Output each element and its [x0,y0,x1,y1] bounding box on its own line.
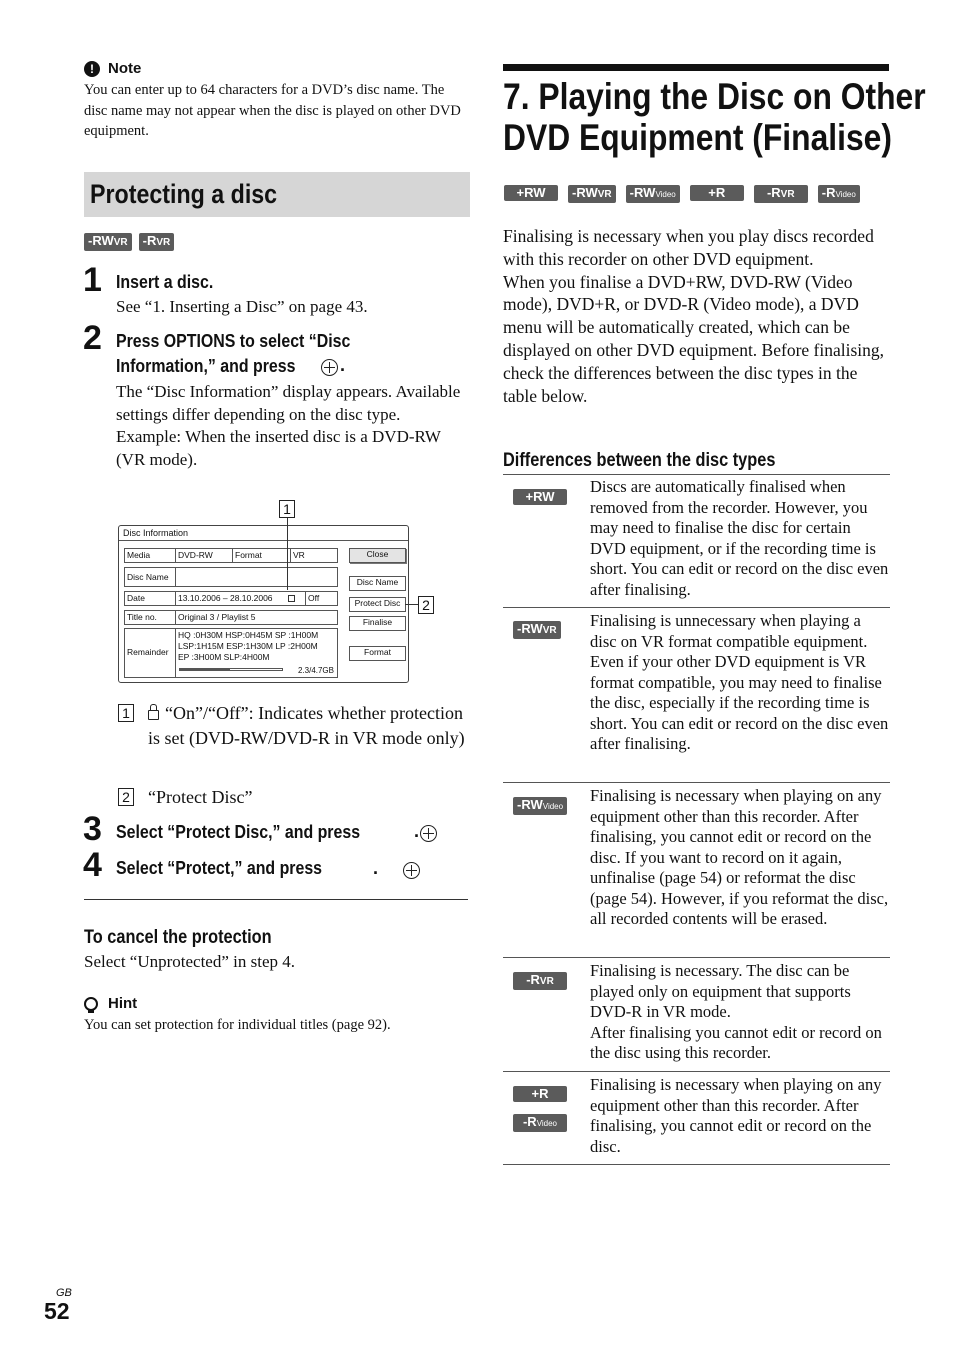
callout-2-leader [405,604,418,605]
step-2-body: The “Disc Information” display appears. Available settings differ depending on the disc type. Example: When the inserted disc is a DVD-RW (VR mode). [116,382,461,469]
enter-button-icon [420,825,437,842]
format-value: VR [290,548,338,563]
remainder-line-3: EP :3H00M SLP:4H00M [178,652,270,662]
remainder-line-1: HQ :0H30M HSP:0H45M SP :1H00M [178,630,319,640]
step-2-title-line2: Information,” and press [116,355,296,376]
finalise-badges [504,184,860,203]
row-badge-plus-r: +R [513,1086,567,1102]
note-heading: Note [108,60,142,77]
protect-heading: Protecting a disc [90,179,278,209]
step-2-title-line2-wrap [116,353,325,378]
step-1-number: 1 [83,261,102,299]
step-4-period: . [373,858,379,878]
callout-1-text: “On”/“Off”: Indicates whether protection is set (DVD-RW/DVD-R in VR mode only) [148,703,465,748]
protect-status: Off [305,591,338,606]
protect-disc-button[interactable]: Protect Disc [349,597,406,612]
lock-icon-cell [282,591,304,606]
diagram-callout-1: 1 [279,500,295,518]
finalise-button[interactable]: Finalise [349,616,406,631]
capacity-bar-fill [180,669,230,670]
format-button[interactable]: Format [349,646,406,661]
hint-heading-row [84,994,137,1014]
cancel-heading: To cancel the protection [84,927,272,948]
step-2-period: . [340,355,346,375]
diagram-callout-2: 2 [418,596,434,614]
hint-heading: Hint [108,995,138,1012]
finalise-intro: Finalising is necessary when you play discs recorded with this recorder on other DVD equipment. When you finalise a DVD+RW, DVD-RW (Video mode), DVD+R, or DVD-R (Video mode), a DVD menu will be automatically created, which can be displayed on other DVD equipment. Before finalising, check the differences between the disc types in the table below. [503,226,885,406]
table-rule [503,1071,890,1072]
media-label: Media [124,548,176,563]
row-text-plus-r-rvideo: Finalising is necessary when playing on any equipment other than this recorder. After finalising, you cannot edit or record on the disc. [590,1075,882,1156]
badge-rwvr: -RWVR [568,185,616,203]
table-rule [503,782,890,783]
title-no-value: Original 3 / Playlist 5 [175,610,338,625]
finalise-heading-line2: DVD Equipment (Finalise) [503,117,892,158]
cancel-text: Select “Unprotected” in step 4. [84,952,296,971]
row-badge-rwvideo: -RWVideo [513,797,567,815]
hint-bulb-icon [84,997,98,1011]
remainder-label: Remainder [124,628,176,678]
finalise-heading-line1: 7. Playing the Disc on Other [503,76,926,117]
badge-plus-rw: +RW [504,185,558,201]
note-section [84,59,469,142]
table-rule-bottom [503,1164,890,1165]
page-number: 52 [44,1298,70,1324]
callout-2-number: 2 [118,788,134,806]
note-text: You can enter up to 64 characters for a DVD’s disc name. The disc name may not appear when the disc is played on other DVD equipment. [84,82,461,139]
padlock-icon [148,710,159,720]
capacity-bar [179,668,283,671]
remainder-values [175,628,338,678]
close-button[interactable]: Close [349,548,406,563]
protect-badges [84,232,174,251]
disc-info-screen [118,525,409,683]
table-rule [503,607,890,608]
row-text-plus-rw: Discs are automatically finalised when removed from the recorder. However, you may need to finalise the disc for certain DVD equipment, or if the recording time is short. You can edit or record on the disc even after finalising. [590,477,889,599]
format-label: Format [232,548,291,563]
row-badge-rvr: -RVR [513,972,567,990]
row-badge-rwvr: -RWVR [513,621,561,639]
step-4-number: 4 [83,846,102,884]
badge-rvr: -RVR [754,185,808,203]
step-3-period: . [414,821,420,841]
step-1-title: Insert a disc. [116,271,214,292]
remainder-line-2: LSP:1H15M ESP:1H30M LP :2H00M [178,641,318,651]
step-2-title-line1: Press OPTIONS to select “Disc [116,330,351,351]
step-4-title: Select “Protect,” and press [116,857,323,878]
step-2-number: 2 [83,319,102,357]
screen-title: Disc Information [123,528,189,538]
row-badge-rvideo: -RVideo [513,1114,567,1132]
table-rule-top [503,474,890,475]
row-text-rvr: Finalising is necessary. The disc can be played only on equipment that supports DVD-R in VR mode. After finalising you cannot edit or record on the disc using this recorder. [590,961,882,1062]
row-text-rwvideo: Finalising is necessary when playing on any equipment other than this recorder. After finalising, you cannot edit or record on the disc. If you want to record on it again, unfinalise (page 54) or reformat the disc (page 54). However, if you reformat the disc, all recorded contents will be erased. [590,786,889,928]
hint-text: You can set protection for individual titles (page 92). [84,1017,391,1033]
footer-region: GB [56,1287,72,1299]
badge-rwvideo: -RWVideo [626,185,680,203]
callout-1-leader [287,518,288,590]
enter-button-icon [403,862,420,879]
callout-2-text: “Protect Disc” [148,787,253,807]
step-3-title: Select “Protect Disc,” and press [116,821,361,842]
table-rule [503,957,890,958]
media-value: DVD-RW [175,548,233,563]
date-value: 13.10.2006 – 28.10.2006 [175,591,306,606]
section-divider [84,899,468,900]
capacity-text: 2.3/4.7GB [297,666,334,675]
note-icon: ! [84,61,100,77]
protect-heading-bar [84,172,470,217]
callout-1-number: 1 [118,704,134,722]
badge-rvr: -RVR [139,233,175,251]
title-no-label: Title no. [124,610,176,625]
badge-rvideo: -RVideo [818,185,860,203]
date-label: Date [124,591,176,606]
row-text-rwvr: Finalising is unnecessary when playing a disc on VR format compatible equipment. Even if your other DVD equipment is VR format compatible, you may need to finalise the disc, especially if the recording time is short. You can edit or record on the disc even after finalising. [590,611,889,753]
lock-icon [288,595,295,602]
step-3-number: 3 [83,810,102,848]
table-heading: Differences between the disc types [503,450,776,471]
callout-1-text-wrap [148,701,470,751]
step-1-body: See “1. Inserting a Disc” on page 43. [116,297,368,316]
finalise-heading-rule [503,64,889,71]
disc-name-button[interactable]: Disc Name [349,576,406,591]
row-badge-plus-rw: +RW [513,489,567,505]
enter-button-icon [321,359,338,376]
badge-plus-r: +R [690,185,744,201]
badge-rwvr: -RWVR [84,233,132,251]
disc-name-value [175,567,338,587]
disc-name-label: Disc Name [124,567,176,587]
